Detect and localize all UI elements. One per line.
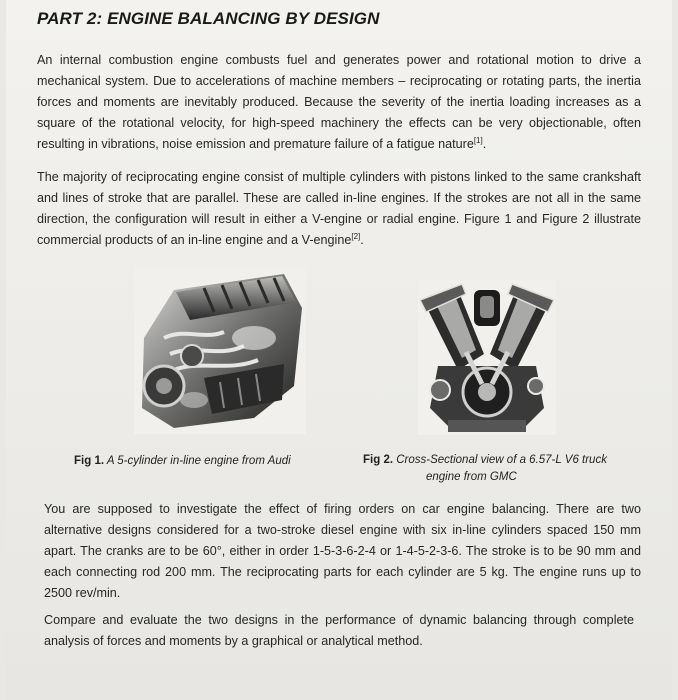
inline-engine-illustration: [134, 268, 306, 434]
engine-types-paragraph: [37, 167, 641, 251]
inline-engine-image: [134, 268, 306, 434]
intro-paragraph-text: An internal combustion engine combusts fuel and generates power and rotational motion to drive a mechanical system. Due to accelerations of machine members – reciprocating or rotating parts, the inertia forces and moments are inevitably produced. Because the severity of the inertia loading increases as a square of the rotational velocity, for high-speed machinery the effects can be very objectionable, often resulting in vibrations, noise emission and premature failure of a fatigue nature: [37, 53, 641, 151]
engine-types-paragraph-end: .: [360, 233, 364, 247]
engine-types-paragraph-text: The majority of reciprocating engine consist of multiple cylinders with pistons linked to the same crankshaft and lines of stroke that are parallel. These are called in-line engines. If the strokes are not all in the same direction, the configuration will result in either a V-engine or radial engine. Figure 1 and Figure 2 illustrate commercial products of an in-line engine and a V-engine: [37, 170, 641, 247]
citation-ref-2: [2]: [351, 231, 361, 241]
document-page: [6, 0, 672, 700]
figure2-caption: [363, 452, 623, 486]
figure1-caption-text: A 5-cylinder in-line engine from Audi: [106, 455, 291, 467]
figure2-caption-line1: Cross-Sectional view of a 6.57-L V6 truck: [396, 454, 607, 466]
v6-engine-image: [418, 280, 556, 435]
figure2-label: Fig 2.: [363, 454, 394, 466]
figure1-caption: [74, 453, 291, 470]
figure2-caption-line2: engine from GMC: [426, 471, 517, 483]
v6-engine-illustration: [418, 280, 556, 435]
section-heading: PART 2: ENGINE BALANCING BY DESIGN: [37, 9, 380, 28]
intro-paragraph: [37, 50, 641, 155]
intro-paragraph-end: .: [482, 137, 487, 151]
task-paragraph: You are supposed to investigate the effect of firing orders on car engine balancing. There are two alternative designs considered for a two-stroke diesel engine with six in-line cylinders spaced 150 mm apart. The cranks are to be 60°, either in order 1-5-3-6-2-4 or 1-4-5-2-3-6. The stroke is to be 90 mm and each connecting rod 200 mm. The reciprocating parts for each cylinder are 5 kg. The engine runs up to 2500 rev/min.: [44, 502, 641, 600]
citation-ref-1: [1]: [473, 135, 483, 145]
instruction-paragraph: Compare and evaluate the two designs in the performance of dynamic balancing through complete analysis of forces and moments by a graphical or analytical method.: [44, 613, 634, 648]
figure1-label: Fig 1.: [74, 455, 105, 467]
